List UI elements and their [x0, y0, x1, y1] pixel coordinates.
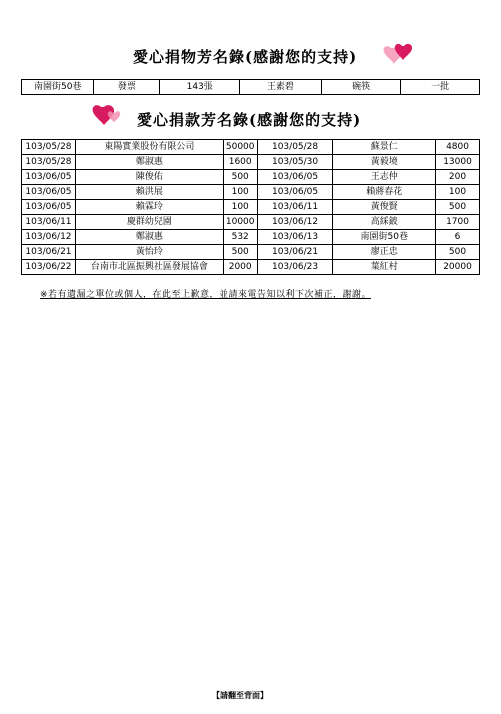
- amount-cell: 1600: [223, 155, 257, 170]
- quantity-cell: 一批: [401, 80, 480, 95]
- amount-cell: 100: [223, 200, 257, 215]
- heart-icon: [382, 42, 416, 70]
- donor-name-cell: 王素碧: [240, 80, 322, 95]
- date-cell: 103/06/12: [257, 215, 333, 230]
- money-donation-table: [21, 139, 480, 275]
- amount-cell: 2000: [223, 260, 257, 275]
- table-row: [22, 170, 480, 185]
- goods-list-title: 愛心捐物芳名錄(感謝您的支持): [133, 48, 358, 66]
- date-cell: 103/05/28: [22, 140, 76, 155]
- donor-name-cell: 慶群幼兒園: [75, 215, 223, 230]
- amount-cell: 500: [223, 170, 257, 185]
- amount-cell: 6: [436, 230, 480, 245]
- date-cell: 103/05/28: [22, 155, 76, 170]
- date-cell: 103/05/28: [257, 140, 333, 155]
- amount-cell: 4800: [436, 140, 480, 155]
- heart-icon: [91, 102, 123, 130]
- amount-cell: 50000: [223, 140, 257, 155]
- date-cell: 103/06/13: [257, 230, 333, 245]
- table-row: [22, 260, 480, 275]
- donor-name-cell: 黃怡玲: [75, 245, 223, 260]
- table-row: [22, 230, 480, 245]
- amount-cell: 500: [436, 245, 480, 260]
- table-row: [22, 245, 480, 260]
- quantity-cell: 143張: [160, 80, 240, 95]
- date-cell: 103/05/30: [257, 155, 333, 170]
- table-row: [22, 185, 480, 200]
- table-row: [22, 155, 480, 170]
- donor-name-cell: 賴洪展: [75, 185, 223, 200]
- donor-name-cell: 東陽實業股份有限公司: [75, 140, 223, 155]
- table-row: [22, 200, 480, 215]
- amount-cell: 100: [223, 185, 257, 200]
- date-cell: 103/06/21: [22, 245, 76, 260]
- donor-name-cell: 賴霖玲: [75, 200, 223, 215]
- amount-cell: 13000: [436, 155, 480, 170]
- date-cell: 103/06/05: [257, 170, 333, 185]
- amount-cell: 10000: [223, 215, 257, 230]
- donor-name-cell: 黃毅境: [333, 155, 436, 170]
- donor-name-cell: 賴蔣春花: [333, 185, 436, 200]
- date-cell: 103/06/05: [22, 170, 76, 185]
- donor-name-cell: 王志仲: [333, 170, 436, 185]
- table-row: [22, 140, 480, 155]
- donor-name-cell: 蘇景仁: [333, 140, 436, 155]
- donor-name-cell: 台南市北區振興社區發展協會: [75, 260, 223, 275]
- page-footer: 【請翻至背面】: [212, 691, 268, 700]
- date-cell: 103/06/22: [22, 260, 76, 275]
- date-cell: 103/06/05: [257, 185, 333, 200]
- table-row: [22, 80, 480, 95]
- amount-cell: 100: [436, 185, 480, 200]
- date-cell: 103/06/11: [257, 200, 333, 215]
- amount-cell: 500: [436, 200, 480, 215]
- table-row: [22, 215, 480, 230]
- donor-name-cell: 鄭淑惠: [75, 155, 223, 170]
- donor-name-cell: 鄭淑惠: [75, 230, 223, 245]
- donor-name-cell: 黃俊賢: [333, 200, 436, 215]
- donor-address-cell: 南園街50巷: [22, 80, 94, 95]
- amount-cell: 532: [223, 230, 257, 245]
- date-cell: 103/06/12: [22, 230, 76, 245]
- donor-name-cell: 南園街50巷: [333, 230, 436, 245]
- date-cell: 103/06/11: [22, 215, 76, 230]
- amount-cell: 1700: [436, 215, 480, 230]
- date-cell: 103/06/05: [22, 200, 76, 215]
- amount-cell: 200: [436, 170, 480, 185]
- donor-name-cell: 高綵鈹: [333, 215, 436, 230]
- goods-donation-table: [21, 79, 480, 95]
- amount-cell: 500: [223, 245, 257, 260]
- amount-cell: 20000: [436, 260, 480, 275]
- item-cell: 發票: [94, 80, 160, 95]
- date-cell: 103/06/21: [257, 245, 333, 260]
- money-list-title: 愛心捐款芳名錄(感謝您的支持): [137, 111, 362, 129]
- item-cell: 碗筷: [321, 80, 401, 95]
- donor-name-cell: 葉紅村: [333, 260, 436, 275]
- donor-name-cell: 廖正忠: [333, 245, 436, 260]
- date-cell: 103/06/05: [22, 185, 76, 200]
- donor-name-cell: 陳俊佑: [75, 170, 223, 185]
- date-cell: 103/06/23: [257, 260, 333, 275]
- apology-note: ※若有遺漏之單位或個人，在此至上歉意，並請來電告知以利下次補正，謝謝。: [40, 290, 372, 300]
